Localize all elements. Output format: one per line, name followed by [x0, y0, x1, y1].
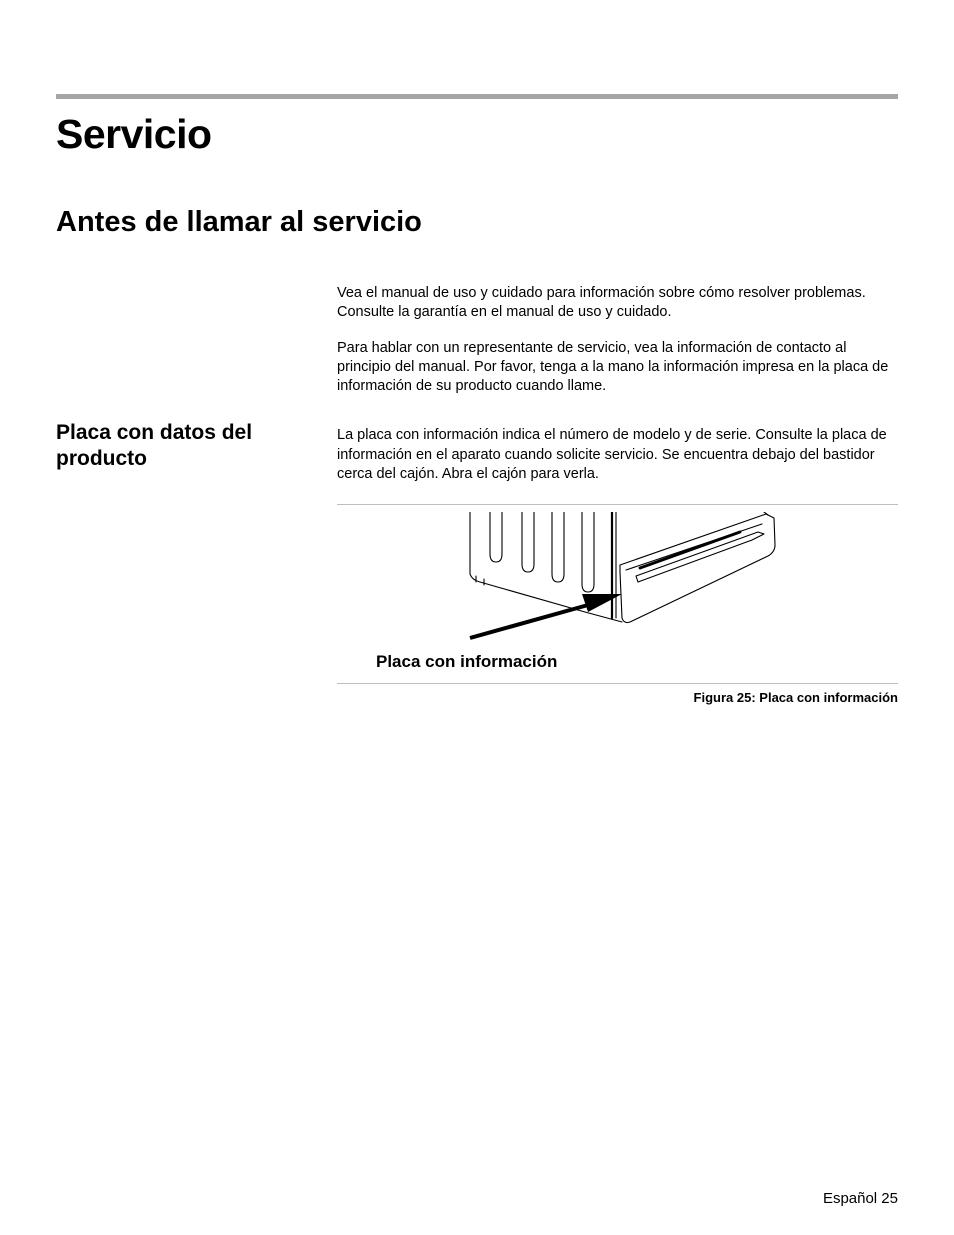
subsection-title: Placa con datos del producto [56, 421, 253, 470]
figure-callout: Placa con información [376, 652, 558, 671]
figure-bottom-rule [337, 683, 898, 684]
figure-top-rule [337, 504, 898, 505]
subsection-body: La placa con información indica el número de modelo y de serie. Consulte la placa de información en el aparato cuando solicite servicio. Se encuentra debajo del bastidor cerca del cajón. Abra el cajón para verla. [337, 427, 887, 482]
intro-paragraph-1: Vea el manual de uso y cuidado para información sobre cómo resolver problemas. Consulte la garantía en el manual de uso y cuidado. [337, 285, 866, 320]
chapter-top-rule [56, 94, 898, 99]
rating-plate-illustration [440, 512, 790, 647]
section-title: Antes de llamar al servicio [56, 206, 422, 238]
intro-paragraph-2: Para hablar con un representante de servicio, vea la información de contacto al principio del manual. Por favor, tenga a la mano la información impresa en la placa de información de su producto cuando llame. [337, 340, 889, 394]
chapter-title: Servicio [56, 111, 212, 157]
figure-caption: Figura 25: Placa con información [693, 690, 898, 705]
page-footer: Español 25 [822, 1190, 898, 1207]
